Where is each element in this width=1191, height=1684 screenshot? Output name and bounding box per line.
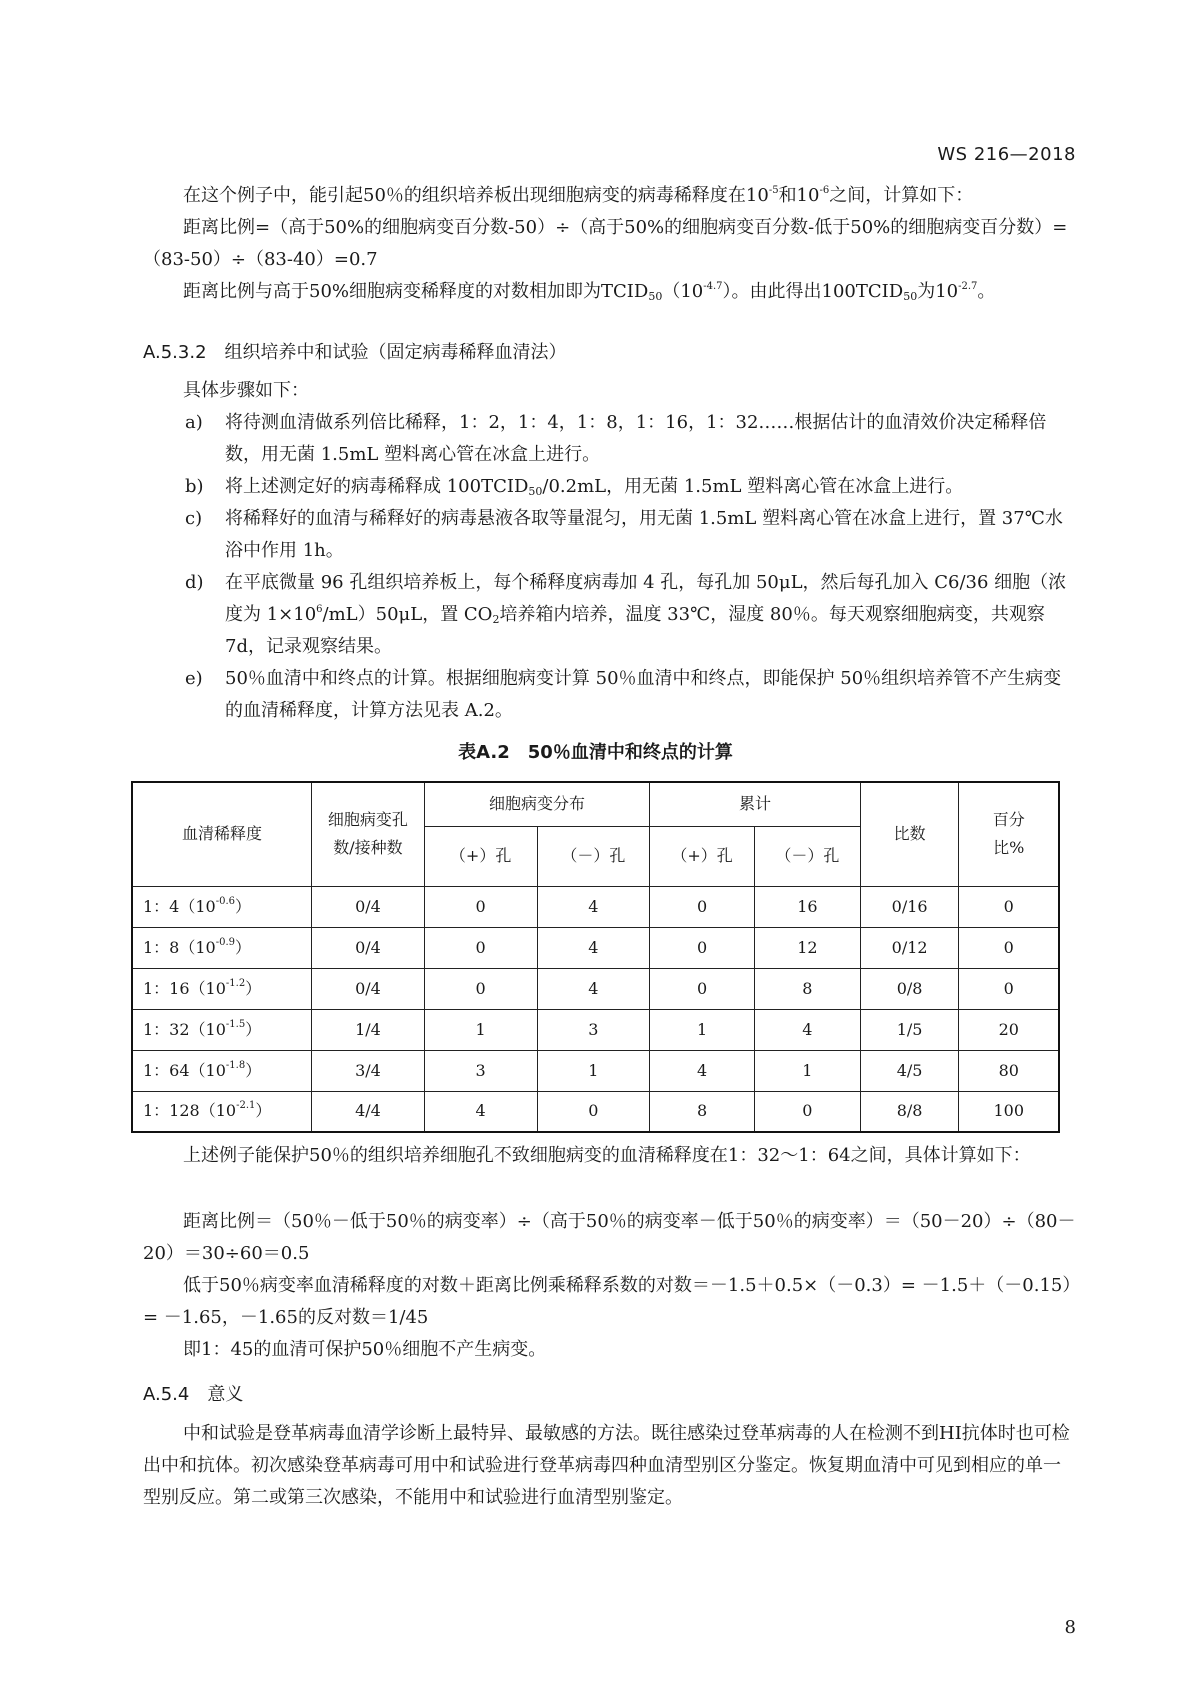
cell-ratio: 0/8 [860, 968, 959, 1009]
cell-dist-pos: 1 [424, 1009, 537, 1050]
cell-cum-neg: 16 [754, 886, 860, 927]
header-distribution: 细胞病变分布 [424, 782, 649, 826]
header-cumulative-pos: （+）孔 [650, 826, 755, 886]
cell-cpe: 0/4 [312, 886, 425, 927]
header-distribution-pos: （+）孔 [424, 826, 537, 886]
cell-cpe: 0/4 [312, 968, 425, 1009]
cell-dist-neg: 1 [537, 1050, 650, 1091]
cell-percent: 20 [959, 1009, 1059, 1050]
table-row [132, 1091, 1059, 1132]
cell-cum-pos: 1 [650, 1009, 755, 1050]
result-paragraph-2: 距离比例＝（50％－低于50％的病变率）÷（高于50％的病变率－低于50％的病变率）＝（50－20）÷（80－20）＝30÷60＝0.5 [143, 1211, 1076, 1264]
step-item [143, 663, 1076, 727]
intro-paragraph-1: 在这个例子中，能引起50％的组织培养板出现细胞病变的病毒稀释度在$10^{-5}$和$10^{-6}$之间，计算如下： [183, 185, 974, 206]
step-item [143, 503, 1076, 567]
table-row [132, 886, 1059, 927]
significance-paragraph: 中和试验是登革病毒血清学诊断上最特异、最敏感的方法。既往感染过登革病毒的人在检测不到HI抗体时也可检出中和抗体。初次感染登革病毒可用中和试验进行登革病毒四种血清型别区分鉴定。恢复期血清中可见到相应的单一型别反应。第二或第三次感染，不能用中和试验进行血清型别鉴定。 [143, 1423, 1070, 1508]
cell-cpe: 0/4 [312, 927, 425, 968]
cell-cum-pos: 4 [650, 1050, 755, 1091]
cell-cum-pos: 8 [650, 1091, 755, 1132]
cell-percent: 0 [959, 968, 1059, 1009]
cell-cum-neg: 4 [754, 1009, 860, 1050]
cell-percent: 0 [959, 886, 1059, 927]
cell-dist-pos: 0 [424, 927, 537, 968]
cell-dist-neg: 4 [537, 968, 650, 1009]
cell-ratio: 0/12 [860, 927, 959, 968]
step-text: 在平底微量 96 孔组织培养板上，每个稀释度病毒加 4 孔，每孔加 50μL，然后每孔加入 C6/36 细胞（浓度为 $1\times 10^6/mL)50\mu L$，置 $CO_2$培养箱内培养，温度 33℃，湿度 80％。每天观察细胞病变，共观察 7d，记录观察结果。 [225, 572, 1067, 657]
intro-paragraph-2: 距离比例=（高于50%的细胞病变百分数-50）÷（高于50%的细胞病变百分数-低于50%的细胞病变百分数）=（83-50）÷（83-40）=0.7 [143, 217, 1068, 270]
cell-cpe: 4/4 [312, 1091, 425, 1132]
cell-dilution: 1：$8(10^{-0.9})$ [132, 927, 312, 968]
result-paragraph-4: 即1：45的血清可保护50％细胞不产生病变。 [183, 1339, 547, 1360]
section-title: 组织培养中和试验（固定病毒稀释血清法） [224, 342, 567, 363]
cell-dilution: 1：$32(10^{-1.5})$ [132, 1009, 312, 1050]
cell-dist-neg: 4 [537, 886, 650, 927]
cell-ratio: 8/8 [860, 1091, 959, 1132]
header-percent: 百分比% [959, 782, 1059, 886]
step-marker: b) [185, 476, 204, 497]
cell-dist-pos: 0 [424, 968, 537, 1009]
neutralization-table [131, 781, 1060, 1133]
cell-dist-pos: 4 [424, 1091, 537, 1132]
table-row [132, 1009, 1059, 1050]
cell-dist-neg: 4 [537, 927, 650, 968]
cell-dilution: 1：$16(10^{-1.2})$ [132, 968, 312, 1009]
steps-lead: 具体步骤如下： [183, 380, 309, 401]
cell-dist-pos: 0 [424, 886, 537, 927]
header-distribution-neg: （－）孔 [537, 826, 650, 886]
cell-cum-pos: 0 [650, 968, 755, 1009]
table-row [132, 927, 1059, 968]
cell-ratio: 0/16 [860, 886, 959, 927]
cell-cum-pos: 0 [650, 927, 755, 968]
header-cumulative-neg: （－）孔 [754, 826, 860, 886]
intro-paragraph-3: 距离比例与高于50%细胞病变稀释度的对数相加即为$TCID_{50}(10^{-4.7})$。由此得出$100TCID_{50}$为$10^{-2.7}$。 [183, 281, 996, 303]
step-text: 将待测血清做系列倍比稀释，1：2，1：4，1：8，1：16，1：32……根据估计的血清效价决定稀释倍数，用无菌 1.5mL 塑料离心管在冰盒上进行。 [225, 412, 1047, 465]
cell-dilution: 1：$4(10^{-0.6})$ [132, 886, 312, 927]
cell-percent: 80 [959, 1050, 1059, 1091]
step-marker: d) [185, 572, 204, 593]
step-item [143, 567, 1076, 663]
section-title: 意义 [207, 1384, 244, 1405]
table-row [132, 968, 1059, 1009]
step-item [143, 471, 1076, 503]
step-text: 50％血清中和终点的计算。根据细胞病变计算 50％血清中和终点，即能保护 50％组织培养管不产生病变的血清稀释度，计算方法见表 A.2。 [225, 668, 1062, 721]
section-heading-a532 [143, 338, 567, 364]
step-marker: e) [185, 668, 203, 689]
cell-ratio: 1/5 [860, 1009, 959, 1050]
section-number: A.5.3.2 [143, 342, 207, 363]
header-cumulative: 累计 [650, 782, 861, 826]
step-text: 将稀释好的血清与稀释好的病毒悬液各取等量混匀，用无菌 1.5mL 塑料离心管在冰盒上进行，置 37℃水浴中作用 1h。 [225, 508, 1063, 561]
cell-dist-pos: 3 [424, 1050, 537, 1091]
cell-dilution: 1：$128(10^{-2.1})$ [132, 1091, 312, 1132]
result-paragraph-3: 低于50％病变率血清稀释度的对数＋距离比例乘稀释系数的对数＝－1.5＋0.5×（－0.3）= －1.5＋（－0.15）= －1.65，－1.65的反对数＝1/45 [143, 1275, 1072, 1328]
steps-list [143, 407, 1076, 727]
cell-cpe: 3/4 [312, 1050, 425, 1091]
table-row [132, 1050, 1059, 1091]
standard-number: WS 216—2018 [937, 144, 1076, 165]
cell-dist-neg: 0 [537, 1091, 650, 1132]
cell-cpe: 1/4 [312, 1009, 425, 1050]
cell-cum-neg: 1 [754, 1050, 860, 1091]
table-caption: 表A.2 50％血清中和终点的计算 [458, 742, 733, 763]
header-dilution: 血清稀释度 [132, 782, 312, 886]
cell-cum-neg: 8 [754, 968, 860, 1009]
step-marker: a) [185, 412, 203, 433]
cell-cum-neg: 0 [754, 1091, 860, 1132]
cell-ratio: 4/5 [860, 1050, 959, 1091]
cell-cum-pos: 0 [650, 886, 755, 927]
header-ratio: 比数 [860, 782, 959, 886]
cell-percent: 0 [959, 927, 1059, 968]
page-number: 8 [1064, 1617, 1076, 1638]
result-paragraph-1: 上述例子能保护50％的组织培养细胞孔不致细胞病变的血清稀释度在1：32～1：64之间，具体计算如下： [183, 1145, 1031, 1166]
section-number: A.5.4 [143, 1384, 190, 1405]
step-marker: c) [185, 508, 203, 529]
step-item [143, 407, 1076, 471]
header-cpe-ratio: 细胞病变孔数/接种数 [312, 782, 425, 886]
step-text: 将上述测定好的病毒稀释成 $100TCID_{50}/0.2mL$，用无菌 1.5mL 塑料离心管在冰盒上进行。 [225, 476, 964, 498]
cell-dist-neg: 3 [537, 1009, 650, 1050]
cell-cum-neg: 12 [754, 927, 860, 968]
cell-dilution: 1：$64(10^{-1.8})$ [132, 1050, 312, 1091]
section-heading-a54 [143, 1380, 243, 1406]
cell-percent: 100 [959, 1091, 1059, 1132]
